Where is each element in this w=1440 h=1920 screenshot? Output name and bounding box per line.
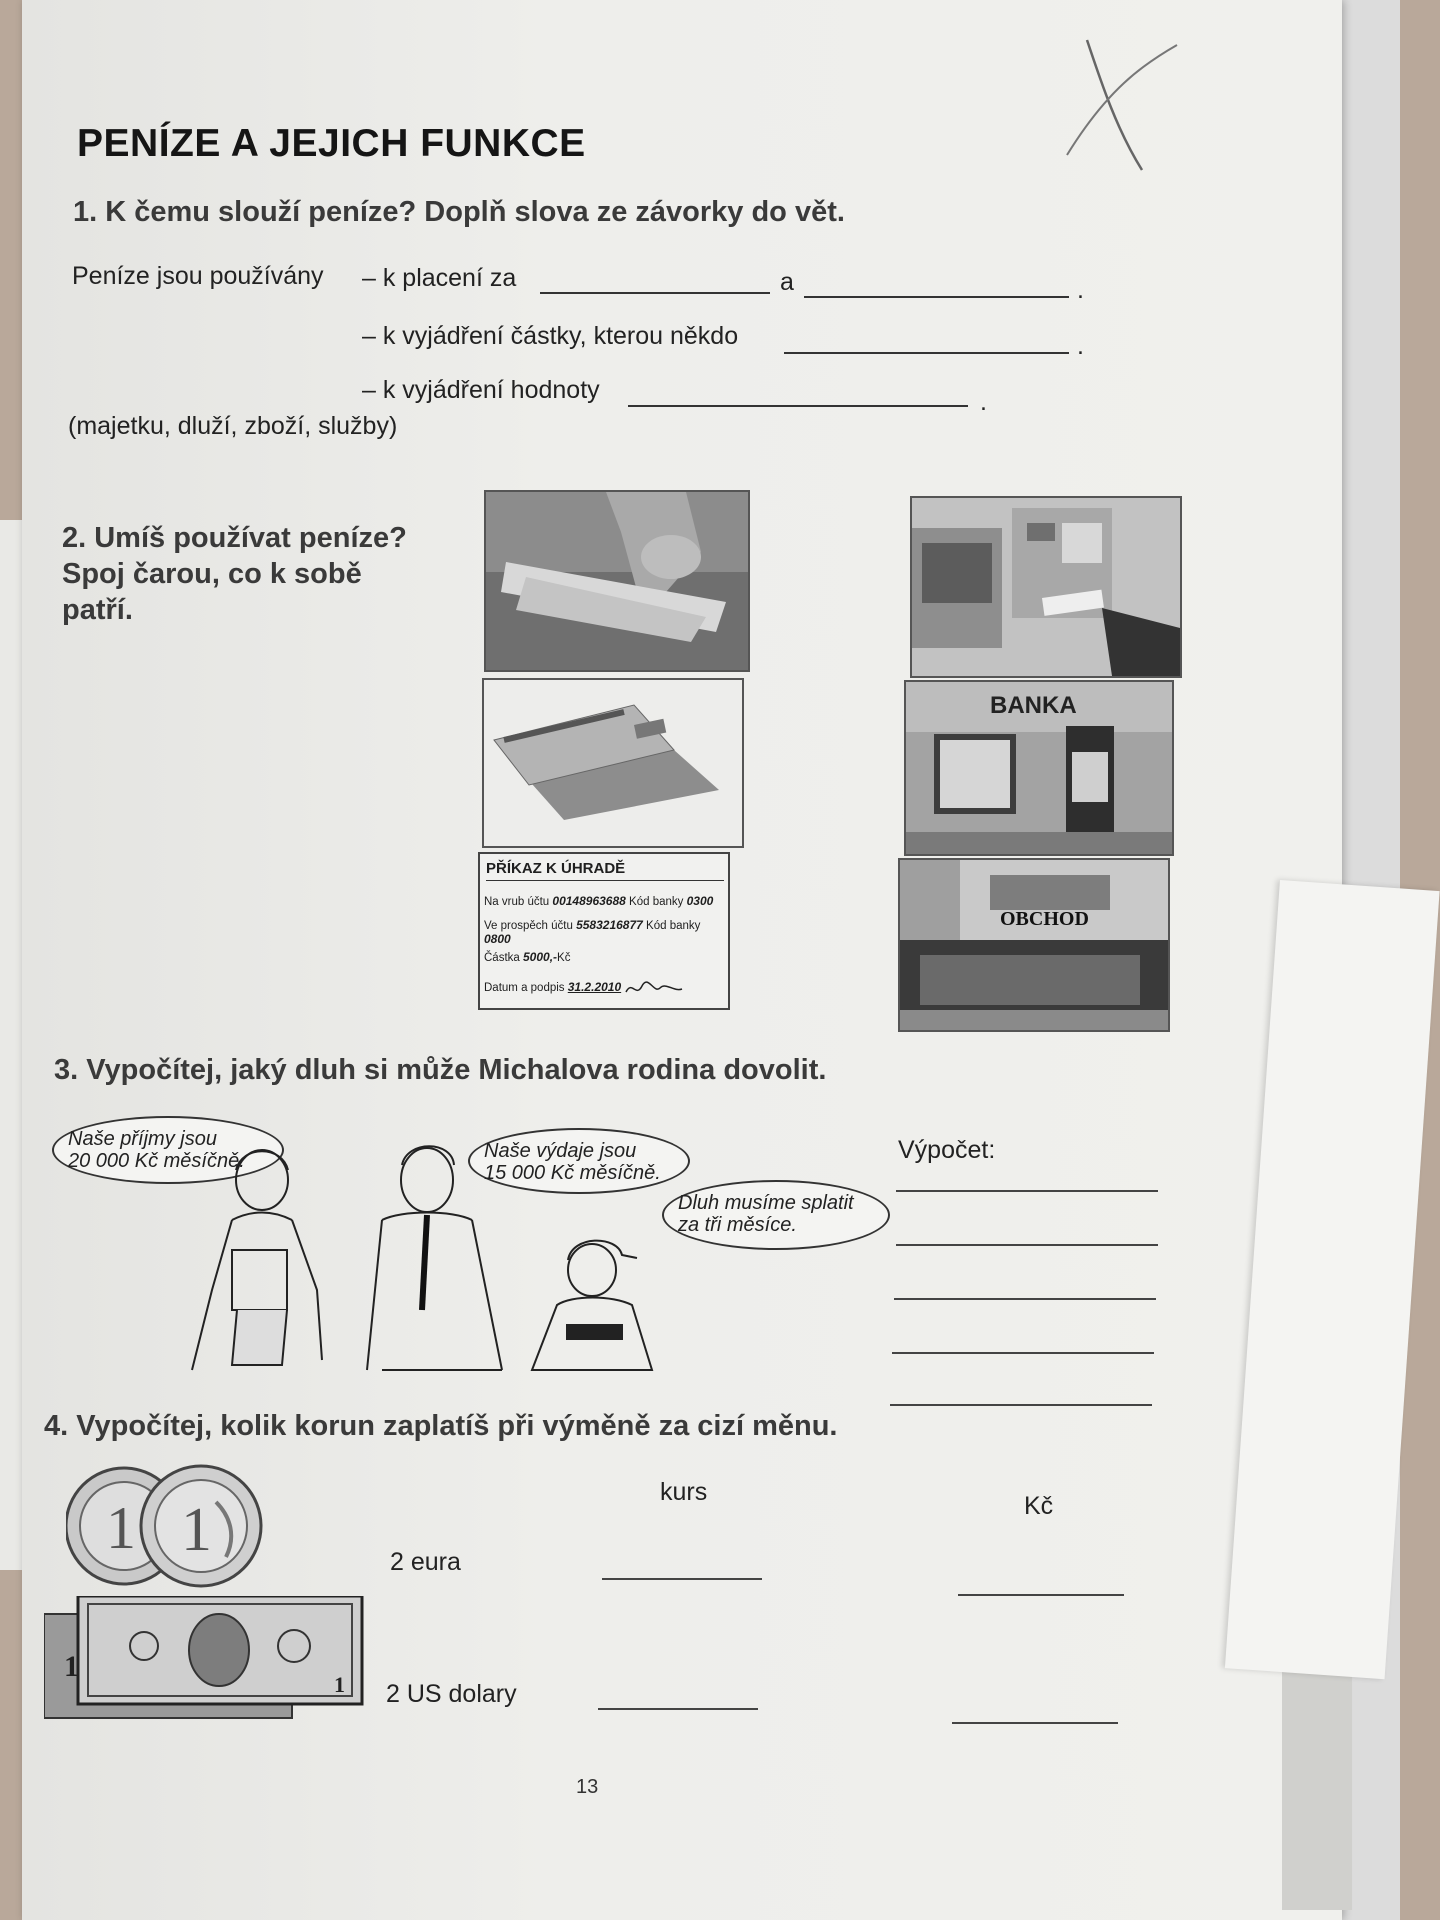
dollar-czk-blank[interactable] (952, 1722, 1118, 1724)
date-value: 31.2.2010 (567, 980, 622, 995)
photo-atm[interactable] (910, 496, 1182, 678)
euro-coins-icon (66, 1462, 276, 1592)
col-czk-header: Kč (1024, 1492, 1054, 1520)
svg-text:1: 1 (181, 1496, 212, 1564)
word-bank: (majetku, dluží, zboží, služby) (68, 412, 398, 440)
payment-order-title: PŘÍKAZ K ÚHRADĚ (486, 860, 626, 877)
line2-prefix: – k vyjádření částky, kterou někdo (362, 322, 739, 350)
shop-building-illustration (900, 860, 1168, 1030)
amount-value: 5000,- (523, 950, 558, 964)
bubble-mother-line2: 20 000 Kč měsíčně. (68, 1150, 245, 1172)
section2-heading-line1: 2. Umíš používat peníze? (62, 522, 407, 554)
row-euro-label: 2 eura (390, 1548, 461, 1576)
line1-and: a (780, 268, 794, 296)
section2-heading-line3: patří. (62, 594, 133, 626)
bubble-mother-line1: Naše příjmy jsou (68, 1128, 217, 1150)
payment-order-rule (486, 880, 724, 881)
credit-label: Ve prospěch účtu (484, 920, 573, 932)
amount-currency: Kč (557, 952, 571, 964)
line3-prefix: – k vyjádření hodnoty (362, 376, 600, 404)
atm-illustration (912, 498, 1180, 676)
payment-order-frame (478, 852, 730, 1010)
col-rate-header: kurs (660, 1478, 708, 1506)
section2-heading-line2: Spoj čarou, co k sobě (62, 558, 362, 590)
svg-text:1: 1 (64, 1650, 79, 1683)
calc-answer-line-3[interactable] (894, 1298, 1156, 1300)
calc-answer-line-2[interactable] (896, 1244, 1158, 1246)
section4-heading: 4. Vypočítej, kolik korun zaplatíš při výměně za cizí měnu. (44, 1410, 838, 1442)
credit-row (484, 918, 728, 946)
shop-sign: OBCHOD (1000, 908, 1089, 930)
credit-account: 5583216877 (576, 918, 643, 932)
dollar-rate-blank[interactable] (598, 1708, 758, 1710)
line1-period: . (1077, 276, 1084, 304)
worksheet-page (22, 0, 1342, 1920)
photo-credit-cards[interactable] (482, 678, 744, 848)
photo-bank[interactable] (904, 680, 1174, 856)
line3-period: . (980, 388, 987, 416)
row-dollar-label: 2 US dolary (386, 1680, 517, 1708)
date-row (484, 980, 684, 996)
bubble-boy-line2: za tři měsíce. (678, 1214, 797, 1236)
blank-2[interactable] (784, 352, 1069, 354)
photo-shop[interactable] (898, 858, 1170, 1032)
payment-order-slip[interactable] (478, 852, 734, 1012)
section1-intro: Peníze jsou používány (72, 262, 324, 290)
cash-payment-illustration (486, 492, 748, 670)
debit-bank-code: 0300 (686, 894, 714, 908)
page-number: 13 (576, 1776, 599, 1798)
debit-account: 00148963688 (552, 894, 626, 908)
credit-bank-code: 0800 (484, 932, 511, 946)
debit-label: Na vrub účtu (484, 896, 550, 908)
page-shadow-strip (1282, 1650, 1352, 1910)
bubble-father-line2: 15 000 Kč měsíčně. (484, 1162, 661, 1184)
calc-answer-line-1[interactable] (896, 1190, 1158, 1192)
section3-heading: 3. Vypočítej, jaký dluh si může Michalova rodina dovolit. (54, 1054, 827, 1086)
line2-period: . (1077, 332, 1084, 360)
svg-text:1: 1 (334, 1672, 345, 1697)
euro-czk-blank[interactable] (958, 1594, 1124, 1596)
line1-prefix: – k placení za (362, 264, 517, 292)
debit-row (484, 894, 713, 908)
section1-heading: 1. K čemu slouží peníze? Doplň slova ze závorky do vět. (73, 196, 845, 228)
bank-sign: BANKA (990, 692, 1077, 719)
date-label: Datum a podpis (484, 982, 565, 995)
left-sheet-edge (0, 520, 22, 1570)
debit-bank-code-label: Kód banky (629, 896, 684, 908)
bubble-father-line1: Naše výdaje jsou (484, 1140, 637, 1162)
euro-rate-blank[interactable] (602, 1578, 762, 1580)
amount-row (484, 950, 570, 964)
calc-label: Výpočet: (898, 1136, 996, 1164)
amount-label: Částka (484, 952, 520, 964)
calc-answer-line-4[interactable] (892, 1352, 1154, 1354)
svg-text:1: 1 (106, 1495, 136, 1561)
section2-heading (62, 520, 407, 628)
blank-1a[interactable] (540, 292, 770, 294)
pencil-x-mark (1047, 35, 1187, 175)
signature-icon (624, 980, 684, 996)
credit-cards-illustration (484, 680, 742, 846)
blank-3[interactable] (628, 405, 968, 407)
bubble-boy-line1: Dluh musíme splatit (678, 1192, 854, 1214)
worksheet-title: PENÍZE A JEJICH FUNKCE (77, 122, 586, 165)
credit-bank-code-label: Kód banky (646, 920, 701, 932)
dollar-bills-icon (44, 1596, 364, 1724)
family-cartoon (172, 1140, 762, 1390)
blank-1b[interactable] (804, 296, 1069, 298)
photo-cash-payment[interactable] (484, 490, 750, 672)
calc-answer-line-5[interactable] (890, 1404, 1152, 1406)
